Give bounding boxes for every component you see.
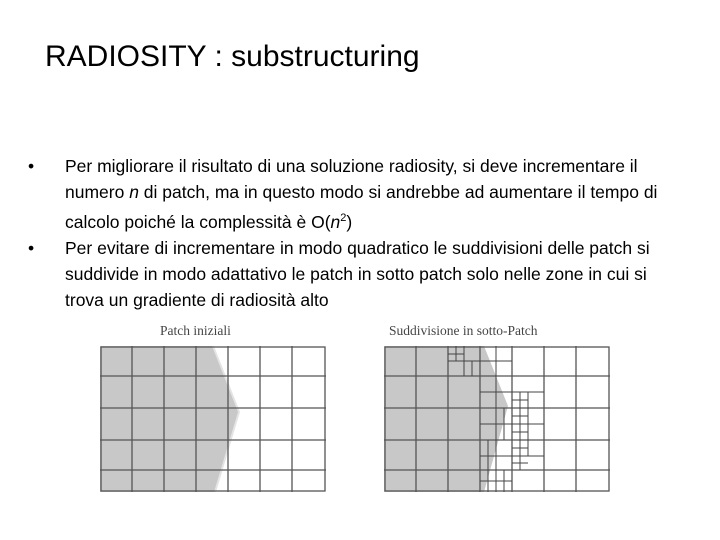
bullet-text: di patch, ma in questo modo si andrebbe ad aumentare il tempo di calcolo poiché la complessità è O( <box>65 182 658 232</box>
bullet-text: ) <box>346 211 353 232</box>
exponent: 2 <box>340 212 347 224</box>
variable-n: n <box>129 182 139 202</box>
figure-caption-initial-patches: Patch iniziali <box>160 323 231 338</box>
bullet-item <box>28 235 678 313</box>
slide-title: RADIOSITY : substructuring <box>45 40 420 73</box>
bullet-text: Per evitare di incrementare in modo quadratico le suddivisioni delle patch si suddivide in modo adattativo le patch in sotto patch solo nelle zone in cui si trova un gradiente di radiosità alto <box>65 237 650 310</box>
bullet-text: Per migliorare il risultato di una soluzione radiosity, si deve incrementare il numero <box>65 156 638 202</box>
bullet-list <box>28 153 678 313</box>
variable-n: n <box>330 211 341 232</box>
bullet-item <box>28 153 678 235</box>
bullet-marker: • <box>28 156 35 176</box>
figure-caption-subpatches: Suddivisione in sotto-Patch <box>389 323 538 338</box>
subpatch-grid <box>384 346 610 492</box>
bullet-marker: • <box>28 237 35 258</box>
initial-patch-grid <box>100 346 326 492</box>
